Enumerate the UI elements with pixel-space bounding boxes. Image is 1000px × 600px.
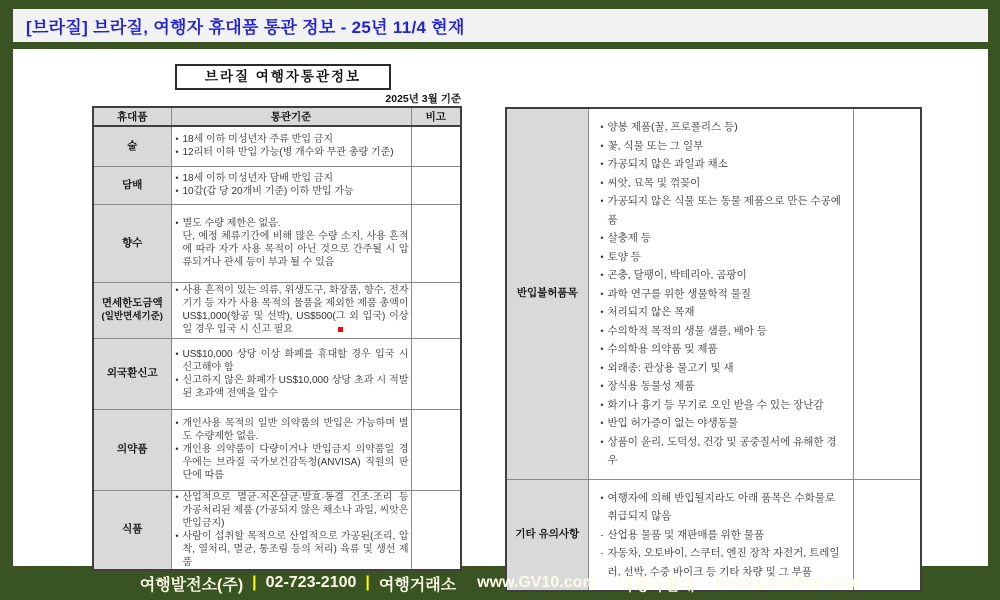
list-item	[597, 229, 849, 248]
item-text: 화기나 흉기 등 무기로 오인 받을 수 있는 장난감	[607, 398, 824, 411]
item-text: 처리되지 않은 목재	[607, 306, 695, 318]
bullet-marker: •	[600, 325, 604, 336]
remark-cell	[411, 282, 461, 338]
list-item	[172, 530, 411, 569]
list-item	[597, 396, 849, 415]
prohibited-items-table	[505, 107, 922, 592]
list-item	[597, 192, 849, 229]
criteria-cell	[588, 108, 853, 479]
customs-info-table	[92, 106, 462, 571]
table-row	[93, 490, 461, 570]
bullet-marker: •	[600, 251, 604, 262]
list-item	[597, 285, 849, 304]
item-text: 곤충, 달팽이, 박테리아, 곰팡이	[607, 269, 747, 281]
bullet-marker: •	[175, 374, 179, 385]
list-item	[597, 322, 849, 341]
list-item	[172, 374, 411, 400]
list-item	[597, 248, 849, 267]
dash-marker: -	[600, 548, 604, 558]
doc-title-box: 브라질 여행자통관정보	[175, 64, 391, 90]
page-title: [브라질] 브라질, 여행자 휴대품 통관 정보 - 25년 11/4 현재	[26, 18, 465, 37]
list-item	[597, 414, 849, 433]
item-text: 12리터 이하 반입 가능(병 개수와 무관 총량 기준)	[182, 147, 394, 159]
footer-separator: |	[365, 574, 370, 591]
date-note: 2025년 3월 기준	[385, 93, 461, 105]
remark-cell	[411, 409, 461, 490]
col-header-criteria: 통관기준	[171, 107, 411, 126]
bullet-marker: •	[175, 491, 179, 502]
bullet-marker: •	[600, 177, 604, 188]
item-text: 양봉 제품(꿀, 프로폴리스 등)	[607, 121, 738, 133]
list-item	[597, 303, 849, 322]
list-item	[597, 359, 849, 378]
document-page	[13, 49, 988, 578]
bullet-marker: •	[600, 381, 604, 391]
criteria-cell	[171, 409, 411, 490]
remark-cell	[411, 204, 461, 282]
indent-spacer	[172, 230, 183, 269]
bullet-marker: •	[600, 270, 604, 280]
criteria-cell	[171, 166, 411, 204]
item-text: 꽃, 식물 또는 그 일부	[607, 139, 704, 152]
item-text: 가공되지 않은 식물 또는 동물 제품으로 만든 수공예품	[607, 195, 841, 226]
list-item	[172, 230, 411, 269]
bullet-marker: •	[175, 173, 179, 183]
item-text: 산업용 물품 및 재판매를 위한 물품	[607, 528, 765, 541]
bullet-marker: •	[175, 444, 179, 454]
list-item	[172, 172, 411, 185]
item-text: 반입 허가증이 없는 야생동물	[607, 417, 738, 429]
item-text: 별도 수량 제한은 없음.	[182, 218, 281, 229]
bullet-marker: •	[175, 348, 179, 359]
criteria-cell	[171, 338, 411, 409]
item-text: 수의학용 의약품 및 제품	[607, 343, 718, 355]
bullet-marker: •	[175, 218, 179, 228]
list-item	[172, 491, 411, 530]
header-row	[93, 107, 461, 126]
item-text: 사람이 섭취할 목적으로 산업적으로 가공된(조리, 압착, 열처리, 멸균, 통조림 등의 처리) 육류 및 생선 제품	[182, 530, 409, 568]
list-item	[597, 433, 849, 470]
remark-cell	[853, 108, 921, 479]
bullet-marker: •	[600, 399, 604, 410]
criteria-cell	[171, 282, 411, 338]
dash-marker: -	[600, 529, 604, 540]
item-text: 토양 등	[607, 250, 641, 263]
list-item	[172, 348, 411, 374]
criteria-cell	[171, 126, 411, 166]
item-text: 사용 흔적이 있는 의류, 위생도구, 화장품, 향수, 전자기기 등 자가 사용 목적의 물품을 제외한 제품 총액이 US$1,000(항공 및 선박), US$500(그 외 입국) 이상일 경우 입국 시 신고 필요	[182, 285, 409, 335]
item-text: 가공되지 않은 과일과 채소	[607, 158, 728, 170]
item-text: US$10,000 상당 이상 화폐를 휴대할 경우 입국 시 신고해야 함	[182, 348, 409, 373]
footer-site-label-2: 여행가판대	[617, 576, 695, 594]
bullet-marker: •	[600, 233, 604, 243]
list-item	[172, 185, 411, 198]
bullet-marker: •	[600, 307, 604, 317]
list-item	[597, 137, 849, 156]
bullet-marker: •	[600, 159, 604, 169]
bullet-marker: •	[175, 530, 179, 541]
list-item	[597, 118, 849, 137]
row-category-label: 외국환신고	[93, 338, 171, 409]
list-item	[172, 284, 411, 336]
list-item	[172, 217, 411, 230]
bullet-marker: •	[600, 436, 604, 447]
item-text: 외래종: 관상용 물고기 및 새	[607, 361, 734, 374]
item-text: 10갑(갑 당 20개비 기준) 이하 반입 가능	[182, 186, 354, 197]
bullet-marker: •	[600, 492, 604, 503]
row-category-label: 술	[93, 126, 171, 166]
footer-site-label-1: 여행거래소	[378, 576, 457, 594]
item-text: 씨앗, 묘목 및 꺾꽂이	[607, 176, 701, 189]
item-text: 자동차, 오토바이, 스쿠터, 엔진 장착 자전거, 트레일러, 선박, 수중 바이크 등 기타 차량 및 그 부품	[607, 547, 840, 578]
item-text: 18세 이하 미성년자 주류 반입 금지	[182, 134, 334, 146]
remark-cell	[411, 166, 461, 204]
item-text: 살충제 등	[607, 232, 651, 244]
footer-site-url-2: www.LandFee.com	[715, 574, 861, 591]
row-category-label: 향수	[93, 204, 171, 282]
row-category-label: 기타 유의사항	[506, 479, 588, 591]
list-item	[597, 377, 849, 396]
footer-separator: |	[252, 574, 257, 591]
remark-cell	[411, 126, 461, 166]
col-header-item: 휴대품	[93, 107, 171, 126]
footer-bar	[0, 566, 1000, 600]
bullet-marker: •	[600, 362, 604, 373]
item-text: 장식용 동물성 제품	[607, 380, 695, 392]
item-text: 과학 연구를 위한 생물학적 물질	[607, 287, 752, 300]
title-bar	[13, 9, 988, 42]
footer-company: 여행발전소(주)	[139, 576, 244, 594]
bullet-marker: •	[175, 285, 179, 295]
bullet-marker: •	[600, 122, 604, 132]
table-row	[93, 166, 461, 204]
bullet-marker: •	[600, 196, 604, 206]
item-text: 신고하지 않은 화폐가 US$10,000 상당 초과 시 적발된 초과액 전액을 압수	[182, 374, 409, 399]
footer-site-url-1: www.GV10.com	[477, 574, 597, 591]
item-text: 수의학적 목적의 생물 샘플, 배아 등	[607, 324, 768, 337]
table-row	[93, 409, 461, 490]
item-text: 18세 이하 미성년자 담배 반입 금지	[182, 173, 334, 184]
bullet-marker: •	[600, 140, 604, 151]
row-category-label: 식품	[93, 490, 171, 570]
table-row	[93, 338, 461, 409]
table-row	[93, 282, 461, 338]
list-item	[597, 155, 849, 174]
row-category-label: 담배	[93, 166, 171, 204]
bullet-marker: •	[600, 418, 604, 428]
row-category-label: 면세한도금액 (일반면세기준)	[93, 282, 171, 338]
list-item	[172, 443, 411, 482]
item-text: 여행자에 의해 반입될지라도 아래 품목은 수화물로 취급되지 않음	[607, 491, 836, 522]
remark-cell	[411, 490, 461, 570]
list-item	[172, 146, 411, 159]
list-item	[597, 340, 849, 359]
item-text: 개인용 의약품이 다량이거나 반입금지 의약품일 경우에는 브라질 국가보건감독청(ANVISA) 직원의 판단에 따름	[182, 444, 409, 481]
bullet-marker: •	[175, 147, 179, 158]
list-item	[597, 266, 849, 285]
table-row	[93, 204, 461, 282]
table-row	[506, 108, 921, 479]
item-text: 산업적으로 멸균·저온살균·발효·동결 건조·조리 등 가공처리된 제품 (가공되지 않은 채소나 과일, 씨앗은 반입금지)	[182, 491, 409, 529]
list-item	[597, 174, 849, 193]
bullet-marker: •	[175, 186, 179, 196]
list-item	[172, 417, 411, 443]
bullet-marker: •	[175, 134, 179, 145]
col-header-remark: 비고	[411, 107, 461, 126]
criteria-cell	[171, 490, 411, 570]
remark-cell	[411, 338, 461, 409]
row-category-label: 의약품	[93, 409, 171, 490]
bullet-marker: •	[600, 288, 604, 299]
list-item	[172, 133, 411, 146]
criteria-cell	[171, 204, 411, 282]
item-text: 개인사용 목적의 일반 의약품의 반입은 가능하며 별도 수량제한 없음.	[182, 418, 409, 442]
footer-phone: 02-723-2100	[265, 574, 357, 591]
bullet-marker: •	[600, 344, 604, 354]
row-category-label: 반입불허품목	[506, 108, 588, 479]
red-dot-marker	[338, 327, 343, 332]
item-text: 단, 예정 체류기간에 비해 많은 수량 소지, 사용 흔적에 따라 자가 사용 목적이 아닌 것으로 간주될 시 압류되거나 관세 등이 부과 될 수 있음	[182, 231, 409, 268]
list-item	[597, 526, 849, 545]
table-row	[93, 126, 461, 166]
list-item	[597, 489, 849, 526]
item-text: 상품이 윤리, 도덕성, 건강 및 공중질서에 유해한 경우	[607, 435, 837, 466]
bullet-marker: •	[175, 418, 179, 428]
